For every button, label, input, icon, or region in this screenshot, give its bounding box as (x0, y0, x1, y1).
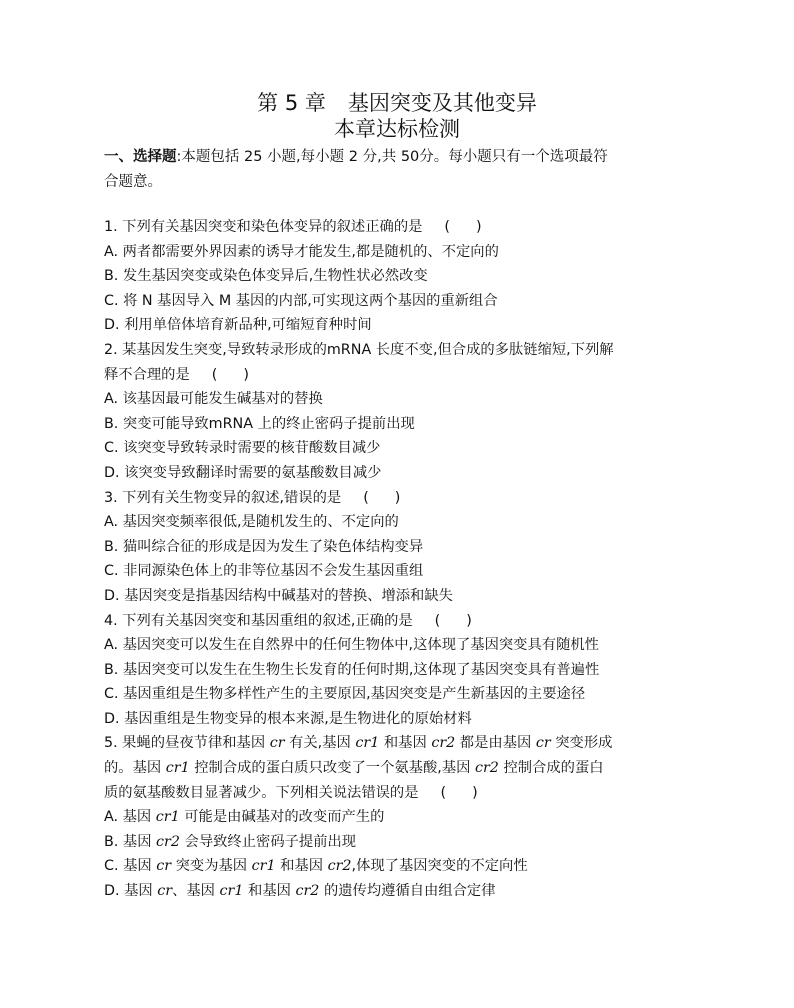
q3-stem-text: 3. 下列有关生物变异的叙述,错误的是 (104, 489, 342, 506)
gene-cr: cr (269, 735, 285, 752)
q2-stem-line2 (104, 363, 704, 388)
gene-cr2: cr2 (431, 735, 456, 752)
q1-option-a: A. 两者都需要外界因素的诱导才能发生,都是随机的、不定向的 (104, 243, 499, 260)
q2-stem-text: 释不合理的是 (104, 366, 190, 383)
paren-close: ) (476, 219, 482, 235)
q2-option-d: D. 该突变导致翻译时需要的氨基酸数目减少 (104, 464, 382, 481)
q5-text: 突变为基因 (171, 858, 252, 875)
paren-close: ) (466, 612, 472, 629)
question-list (104, 215, 704, 904)
q5-text: C. 基因 (104, 858, 157, 875)
q5-text: A. 基因 (104, 809, 156, 826)
q1-option-d: D. 利用单倍体培育新品种,可缩短育种时间 (104, 317, 372, 334)
q4-option-d: D. 基因重组是生物变异的根本来源,是生物进化的原始材料 (104, 710, 472, 727)
gene-cr2: cr2 (474, 760, 499, 777)
q5-text: 都是由基因 (455, 735, 536, 752)
q5-text: 的遗传均遵循自由组合定律 (319, 883, 496, 900)
q5-text: 的。基因 (104, 760, 166, 777)
q5-stem-line3 (104, 781, 704, 806)
q5-text: 控制合成的蛋白质只改变了一个氨基酸,基因 (189, 760, 475, 777)
paren-close: ) (472, 784, 478, 801)
q2-stem-line1: 2. 某基因发生突变,导致转录形成的mRNA 长度不变,但合成的多肽链缩短,下列解 (104, 341, 614, 358)
gene-cr1: cr1 (155, 809, 180, 826)
gene-cr1: cr1 (219, 883, 244, 900)
gene-cr: cr (535, 735, 551, 752)
q5-option-a (104, 805, 704, 830)
chapter-name: 基因突变及其他变异 (347, 91, 537, 115)
q4-answer-blank[interactable] (435, 609, 472, 634)
q5-answer-blank[interactable] (441, 781, 478, 806)
q1-answer-blank[interactable] (444, 215, 481, 240)
q5-text: 和基因 (243, 883, 296, 900)
q5-text: D. 基因 (104, 883, 158, 900)
q5-text: 突变形成 (550, 735, 613, 752)
q1-stem (104, 215, 704, 240)
paren-open: ( (440, 784, 447, 801)
q4-stem-text: 4. 下列有关基因突变和基因重组的叙述,正确的是 (104, 612, 413, 629)
q1-stem-text: 1. 下列有关基因突变和染色体变异的叙述正确的是 (104, 219, 423, 235)
gene-cr2: cr2 (327, 858, 352, 875)
paren-open: ( (444, 219, 450, 235)
gene-cr2: cr2 (295, 883, 320, 900)
q5-text: 和基因 (379, 735, 432, 752)
q3-option-b: B. 猫叫综合征的形成是因为发生了染色体结构变异 (104, 538, 424, 555)
paren-open: ( (434, 612, 441, 629)
q4-option-c: C. 基因重组是生物多样性产生的主要原因,基因突变是产生新基因的主要途径 (104, 686, 586, 703)
q5-text: 质的氨基酸数目显著减少。下列相关说法错误的是 (104, 784, 419, 801)
q4-option-a: A. 基因突变可以发生在自然界中的任何生物体中,这体现了基因突变具有随机性 (104, 637, 599, 654)
q5-option-b (104, 830, 704, 855)
q3-option-a: A. 基因突变频率很低,是随机发生的、不定向的 (104, 514, 399, 531)
paren-close: ) (243, 366, 249, 383)
gene-cr: cr (157, 883, 173, 900)
q1-option-b: B. 发生基因突变或染色体变异后,生物性状必然改变 (104, 268, 428, 285)
q5-text: 可能是由碱基对的改变而产生的 (179, 809, 385, 826)
paren-close: ) (394, 489, 401, 506)
q5-text: 控制合成的蛋白 (498, 760, 604, 777)
gene-cr: cr (156, 858, 172, 875)
chapter-title (0, 91, 794, 115)
paren-open: ( (211, 366, 218, 383)
q3-option-c: C. 非同源染色体上的非等位基因不会发生基因重组 (104, 563, 424, 580)
page-subtitle: 本章达标检测 (334, 117, 460, 141)
q5-stem-line1 (104, 731, 704, 756)
q5-option-c (104, 854, 704, 879)
q4-stem (104, 609, 704, 634)
gene-cr2: cr2 (156, 833, 180, 850)
paren-open: ( (363, 489, 369, 506)
q5-text: ,体现了基因突变的不定向性 (351, 858, 528, 875)
q3-option-d: D. 基因突变是指基因结构中碱基对的替换、增添和缺失 (104, 587, 453, 604)
q2-option-c: C. 该突变导致转录时需要的核苷酸数目减少 (104, 440, 381, 457)
q5-option-d (104, 879, 704, 904)
gene-cr1: cr1 (165, 760, 190, 777)
section-desc-line2: 合题意。 (104, 173, 162, 190)
section-desc-line1: :本题包括 25 小题,每小题 2 分,共 50分。每小题只有一个选项最符 (176, 149, 608, 165)
q3-stem (104, 486, 704, 511)
q5-stem-line2 (104, 756, 704, 781)
q5-text: 会导致终止密码子提前出现 (180, 833, 357, 850)
chapter-number: 第 5 章 (257, 91, 326, 115)
q4-option-b: B. 基因突变可以发生在生物生长发育的任何时期,这体现了基因突变具有普遍性 (104, 661, 600, 678)
section-heading: 一、选择题 (104, 149, 177, 165)
q2-option-a: A. 该基因最可能发生碱基对的替换 (104, 391, 323, 408)
q5-text: 有关,基因 (284, 735, 356, 752)
gene-cr1: cr1 (355, 735, 380, 752)
q5-text: 、基因 (172, 883, 220, 900)
q3-answer-blank[interactable] (363, 486, 400, 511)
q2-answer-blank[interactable] (212, 363, 249, 388)
q2-option-b: B. 突变可能导致mRNA 上的终止密码子提前出现 (104, 415, 415, 432)
q1-option-c: C. 将 N 基因导入 M 基因的内部,可实现这两个基因的重新组合 (104, 292, 498, 309)
q5-text: 5. 果蝇的昼夜节律和基因 (104, 735, 270, 752)
section-instructions (104, 145, 704, 194)
q5-text: B. 基因 (104, 833, 157, 850)
gene-cr1: cr1 (251, 858, 276, 875)
q5-text: 和基因 (275, 858, 328, 875)
